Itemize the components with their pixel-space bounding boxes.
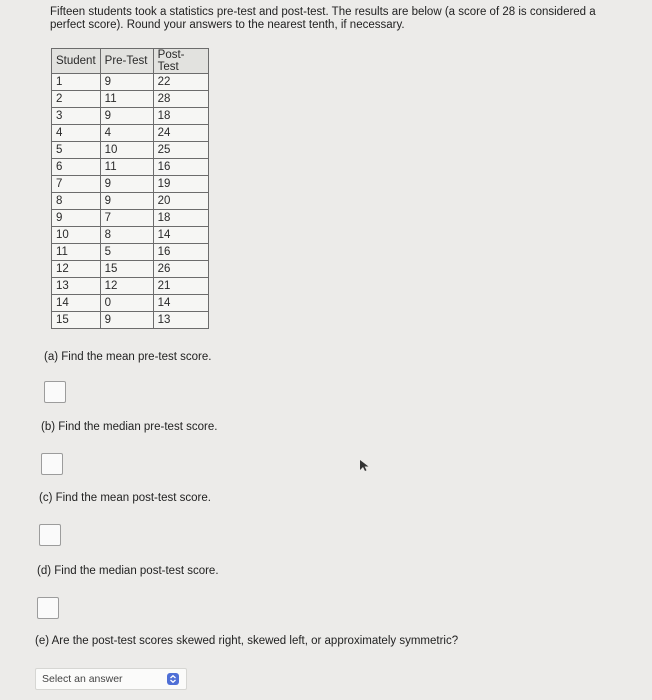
cell-post-test: 14 bbox=[153, 227, 208, 244]
cell-pre-test: 8 bbox=[100, 227, 153, 244]
cell-post-test: 21 bbox=[153, 278, 208, 295]
answer-a-input[interactable] bbox=[44, 381, 66, 403]
cell-pre-test: 7 bbox=[100, 210, 153, 227]
cell-pre-test: 10 bbox=[100, 142, 153, 159]
table-row bbox=[52, 227, 209, 244]
cell-student: 4 bbox=[52, 125, 101, 142]
cell-student: 14 bbox=[52, 295, 101, 312]
cell-pre-test: 0 bbox=[100, 295, 153, 312]
answer-c-input[interactable] bbox=[39, 524, 61, 546]
question-d: (d) Find the median post-test score. bbox=[37, 565, 219, 577]
cell-student: 5 bbox=[52, 142, 101, 159]
cell-post-test: 13 bbox=[153, 312, 208, 329]
cell-student: 1 bbox=[52, 74, 101, 91]
table-row bbox=[52, 176, 209, 193]
cell-pre-test: 9 bbox=[100, 74, 153, 91]
question-b: (b) Find the median pre-test score. bbox=[41, 421, 218, 433]
table-row bbox=[52, 91, 209, 108]
cell-student: 2 bbox=[52, 91, 101, 108]
table-row bbox=[52, 210, 209, 227]
table-header-row bbox=[52, 49, 209, 74]
cell-post-test: 25 bbox=[153, 142, 208, 159]
answer-b-input[interactable] bbox=[41, 453, 63, 475]
cell-student: 12 bbox=[52, 261, 101, 278]
cell-student: 13 bbox=[52, 278, 101, 295]
scores-table bbox=[51, 48, 209, 329]
cell-post-test: 20 bbox=[153, 193, 208, 210]
answer-d-input[interactable] bbox=[37, 597, 59, 619]
table-row bbox=[52, 244, 209, 261]
cell-student: 11 bbox=[52, 244, 101, 261]
header-student: Student bbox=[52, 49, 101, 74]
cell-student: 6 bbox=[52, 159, 101, 176]
cell-pre-test: 11 bbox=[100, 91, 153, 108]
skew-answer-select[interactable] bbox=[35, 668, 187, 690]
cell-pre-test: 9 bbox=[100, 108, 153, 125]
question-c: (c) Find the mean post-test score. bbox=[39, 492, 211, 504]
cell-pre-test: 4 bbox=[100, 125, 153, 142]
select-placeholder: Select an answer bbox=[42, 673, 123, 685]
table-row bbox=[52, 295, 209, 312]
header-post-test: Post-Test bbox=[153, 49, 208, 74]
table-row bbox=[52, 159, 209, 176]
cell-post-test: 28 bbox=[153, 91, 208, 108]
table-row bbox=[52, 278, 209, 295]
cell-student: 15 bbox=[52, 312, 101, 329]
cell-pre-test: 9 bbox=[100, 176, 153, 193]
cell-post-test: 22 bbox=[153, 74, 208, 91]
cell-pre-test: 11 bbox=[100, 159, 153, 176]
cell-student: 7 bbox=[52, 176, 101, 193]
cell-post-test: 16 bbox=[153, 244, 208, 261]
table-row bbox=[52, 261, 209, 278]
chevron-down-icon bbox=[167, 673, 179, 685]
cell-post-test: 18 bbox=[153, 108, 208, 125]
cell-pre-test: 15 bbox=[100, 261, 153, 278]
cell-pre-test: 5 bbox=[100, 244, 153, 261]
question-e: (e) Are the post-test scores skewed right, skewed left, or approximately symmetric? bbox=[35, 635, 459, 647]
mouse-cursor-icon bbox=[360, 460, 370, 472]
cell-post-test: 16 bbox=[153, 159, 208, 176]
question-a: (a) Find the mean pre-test score. bbox=[44, 351, 212, 363]
table-row bbox=[52, 193, 209, 210]
cell-student: 3 bbox=[52, 108, 101, 125]
table-row bbox=[52, 125, 209, 142]
cell-pre-test: 12 bbox=[100, 278, 153, 295]
table-row bbox=[52, 108, 209, 125]
problem-statement: Fifteen students took a statistics pre-test and post-test. The results are below (a score of 28 is considered a perfect score). Round your answers to the nearest tenth, if necessary. bbox=[50, 6, 596, 31]
cell-student: 8 bbox=[52, 193, 101, 210]
table-body bbox=[52, 74, 209, 329]
cell-post-test: 19 bbox=[153, 176, 208, 193]
table-row bbox=[52, 74, 209, 91]
cell-post-test: 26 bbox=[153, 261, 208, 278]
cell-pre-test: 9 bbox=[100, 312, 153, 329]
cell-post-test: 18 bbox=[153, 210, 208, 227]
table-row bbox=[52, 312, 209, 329]
cell-student: 10 bbox=[52, 227, 101, 244]
cell-post-test: 14 bbox=[153, 295, 208, 312]
header-pre-test: Pre-Test bbox=[100, 49, 153, 74]
table-row bbox=[52, 142, 209, 159]
cell-post-test: 24 bbox=[153, 125, 208, 142]
cell-student: 9 bbox=[52, 210, 101, 227]
cell-pre-test: 9 bbox=[100, 193, 153, 210]
